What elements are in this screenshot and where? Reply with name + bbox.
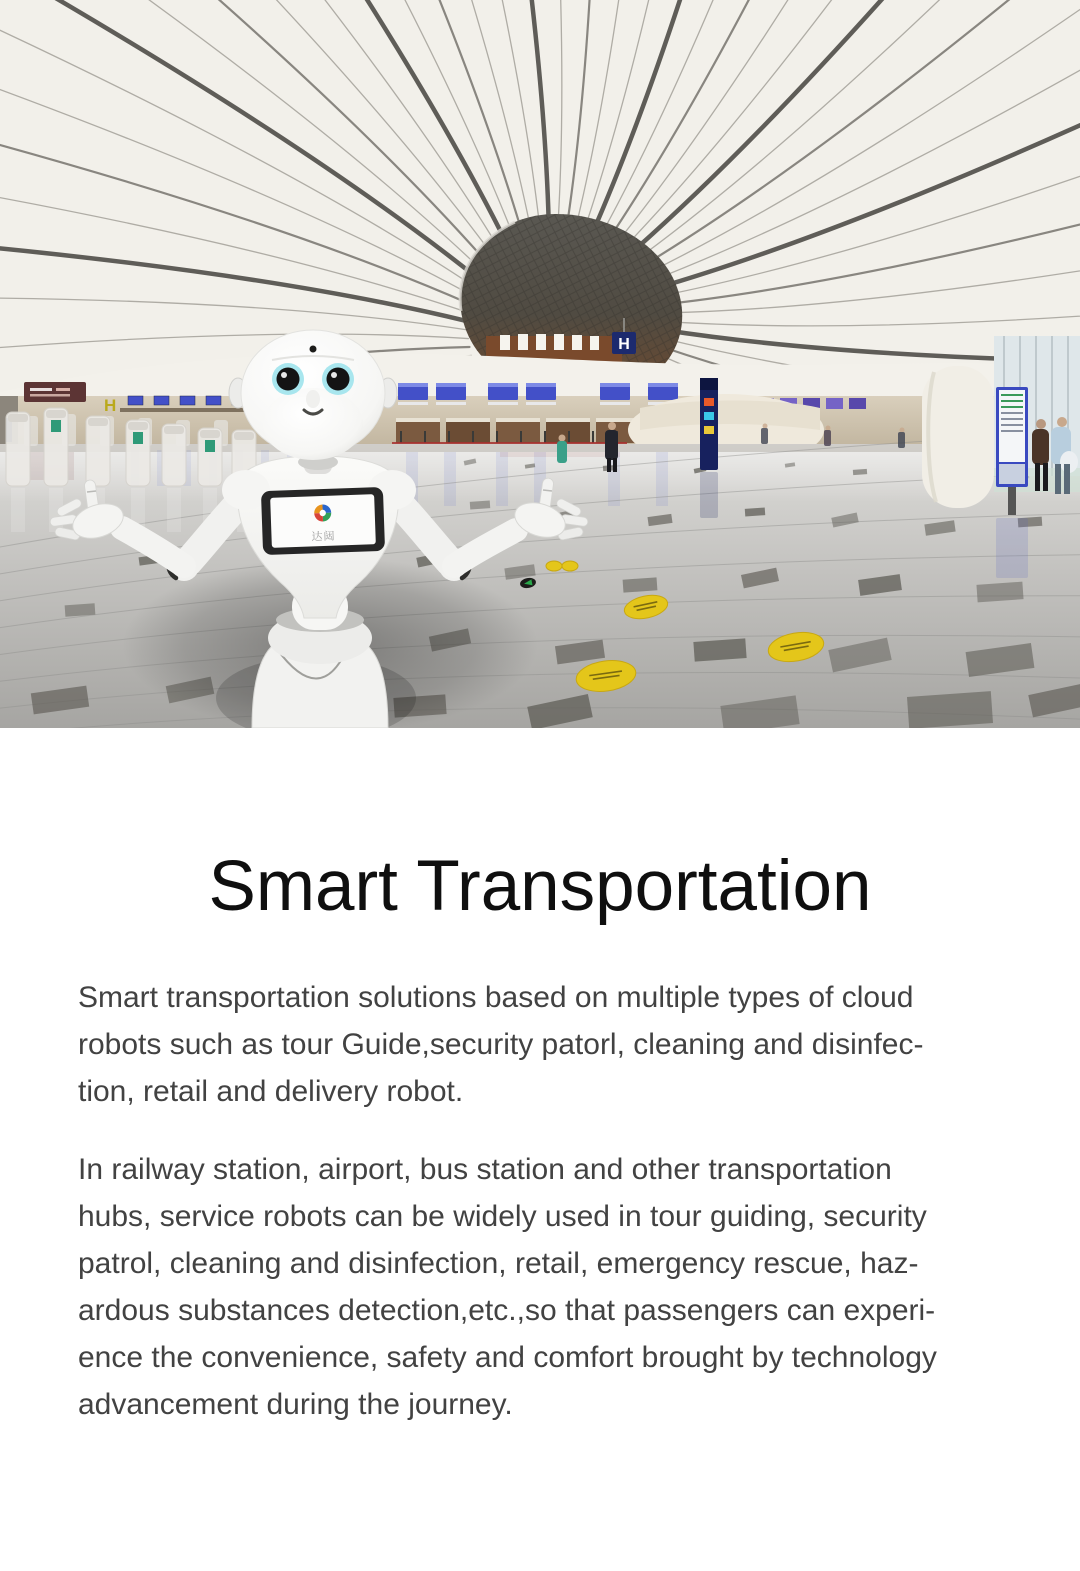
robot-chest-tablet — [261, 487, 385, 555]
detail-line: advancement during the journey. — [78, 1388, 513, 1422]
body-copy — [0, 974, 1080, 1428]
detail-line: hubs, service robots can be widely used in tour guiding, security — [78, 1200, 927, 1234]
counter-front — [396, 422, 440, 443]
kiosk-top — [88, 418, 108, 426]
counter-front — [446, 422, 490, 443]
queue-post — [448, 431, 450, 443]
screen-glare — [436, 383, 466, 387]
kiosk-top — [164, 426, 184, 434]
island-screen — [849, 398, 866, 409]
check-in-screen — [180, 396, 195, 405]
screen-glare — [600, 383, 630, 387]
screen-caption — [600, 402, 630, 405]
white-pillar — [922, 366, 994, 508]
screen-glare — [488, 383, 518, 387]
detail-paragraph — [78, 1146, 1002, 1428]
queue-post — [592, 431, 594, 443]
intro-paragraph — [78, 974, 1002, 1115]
detail-line: ardous substances detection,etc.,so that passengers can experi- — [78, 1294, 936, 1328]
queue-post — [520, 431, 522, 443]
screen-caption — [488, 402, 518, 405]
counter-top — [396, 418, 440, 422]
floor-tile — [65, 603, 96, 616]
marker-oval — [562, 561, 578, 571]
counter-desks — [396, 418, 640, 443]
counter-top — [546, 418, 590, 422]
kiosk-bollard — [86, 416, 110, 486]
screen-reflection — [496, 452, 508, 506]
counter-front — [496, 422, 540, 443]
screen-caption — [398, 402, 428, 405]
kiosk-bollard — [6, 412, 30, 486]
screen-reflection — [656, 452, 668, 506]
screen-glare — [398, 383, 428, 387]
screen-reflection — [444, 452, 456, 506]
kiosk-screen — [133, 432, 143, 444]
counter-top — [446, 418, 490, 422]
intro-line: tion, retail and delivery robot. — [78, 1075, 464, 1109]
kiosk-top — [46, 410, 66, 418]
queue-post — [400, 431, 402, 443]
counter-top — [496, 418, 540, 422]
left-wall-sign — [24, 382, 86, 402]
kiosk-top — [234, 432, 254, 440]
screen-glare — [526, 383, 556, 387]
kiosk-top — [200, 430, 220, 438]
check-in-screen — [128, 396, 143, 405]
tablet-brand-text: 达闼 — [311, 530, 336, 544]
queue-post — [544, 431, 546, 443]
wall-sign-label: H — [104, 396, 117, 415]
detail-line: In railway station, airport, bus station and other transportation — [78, 1153, 892, 1187]
kiosk-reflection — [11, 488, 25, 532]
screen-caption — [526, 402, 556, 405]
floor-tile — [745, 508, 765, 517]
floor-tile — [470, 501, 490, 510]
signage-totem — [700, 378, 718, 518]
floor-tile — [623, 577, 658, 592]
hero-photo — [0, 0, 1080, 728]
check-in-screen — [206, 396, 221, 405]
kiosk-screen — [205, 440, 215, 452]
floor-tile — [976, 582, 1023, 603]
distance-marker — [562, 561, 578, 571]
content-section — [0, 846, 1080, 1428]
kiosk-top — [128, 422, 148, 430]
robot-right-eye — [322, 363, 354, 395]
queue-post — [496, 431, 498, 443]
intro-line: Smart transportation solutions based on multiple types of cloud — [78, 981, 914, 1015]
page-title: Smart Transportation — [208, 847, 872, 926]
kiosk-bollard — [44, 408, 68, 486]
island-screen — [826, 398, 843, 409]
robot-left-eye — [272, 363, 304, 395]
kiosk-top — [8, 414, 28, 422]
marker-oval — [546, 561, 562, 571]
queue-post — [424, 431, 426, 443]
screen-glare — [648, 383, 678, 387]
kiosk-reflection — [167, 488, 181, 532]
kiosk-screen — [51, 420, 61, 432]
detail-line: patrol, cleaning and disinfection, retail, emergency rescue, haz- — [78, 1247, 919, 1281]
queue-post — [568, 431, 570, 443]
floor-tile — [693, 638, 746, 661]
queue-post — [472, 431, 474, 443]
forehead-sensor — [310, 346, 317, 353]
intro-line: robots such as tour Guide,security patorl, cleaning and disinfec- — [78, 1028, 924, 1062]
floor-tile — [907, 691, 993, 728]
check-in-screen — [154, 396, 169, 405]
floor-tile — [853, 469, 867, 475]
gate-sign-label: H — [618, 336, 630, 353]
flight-info-display — [996, 387, 1028, 578]
detail-line: ence the convenience, safety and comfort brought by technology — [78, 1341, 937, 1375]
distance-marker — [546, 561, 562, 571]
screen-caption — [436, 402, 466, 405]
